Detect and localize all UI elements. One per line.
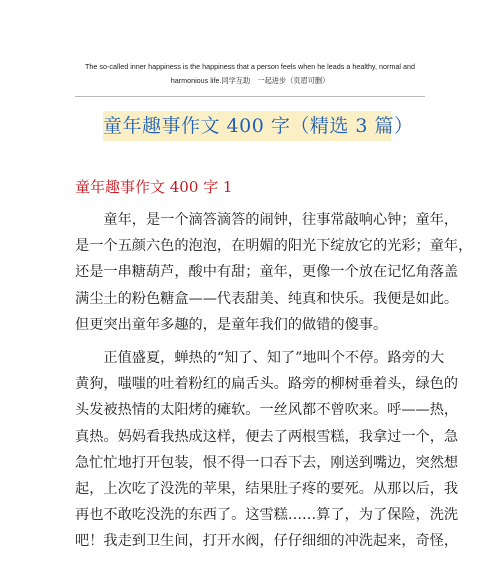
page-header (60, 60, 440, 88)
section-heading: 童年趣事作文 400 字 1 (75, 178, 233, 196)
paragraph-line: 真热。妈妈看我热成这样，便去了两根雪糕，我拿过一个，急 (75, 428, 459, 445)
paragraph-line: 黄狗，嗤嗤的吐着粉红的扁舌头。路旁的柳树垂着头，绿色的 (75, 376, 459, 393)
paragraph-2 (75, 345, 459, 555)
paragraph-1 (75, 207, 473, 338)
document-title: 童年趣事作文 400 字（精选 3 篇） (103, 115, 414, 137)
paragraph-line: 急忙忙地打开包装，恨不得一口吞下去，刚送到嘴边，突然想 (75, 454, 459, 471)
paragraph-line: 童年，是一个滴答滴答的闹钟，往事常敲响心钟；童年， (75, 212, 459, 228)
paragraph-line: 再也不敢吃没洗的东西了。这雪糕……算了，为了保险，洗洗 (75, 507, 459, 524)
paragraph-line: 是一个五颜六色的泡泡，在明媚的阳光下绽放它的光彩；童年， (75, 238, 473, 255)
paragraph-line: 正值盛夏，蝉热的“知了、知了”地叫个不停。路旁的大 (75, 350, 445, 366)
paragraph-line: 吧！我走到卫生间，打开水阀，仔仔细细的冲洗起来，奇怪， (75, 533, 459, 550)
paragraph-line: 起，上次吃了没洗的苹果，结果肚子疼的要死。从那以后，我 (75, 480, 459, 497)
header-divider (75, 96, 425, 97)
paragraph-line: 满尘土的粉色糖盒——代表甜美、纯真和快乐。我便是如此。 (75, 290, 459, 307)
header-line-2: harmonious life.同学互助 一起进步（页眉可删） (170, 76, 330, 85)
paragraph-line: 还是一串糖葫芦，酸中有甜；童年，更像一个放在记忆角落盖 (75, 264, 459, 281)
paragraph-line: 头发被热情的太阳烤的瘫软。一丝风都不曾吹来。呼——热， (75, 402, 459, 419)
paragraph-line: 但更突出童年多趣的，是童年我们的做错的傻事。 (75, 316, 388, 333)
header-line-1: The so-called inner happiness is the happiness that a person feels when he leads a healthy, normal and (85, 62, 415, 71)
